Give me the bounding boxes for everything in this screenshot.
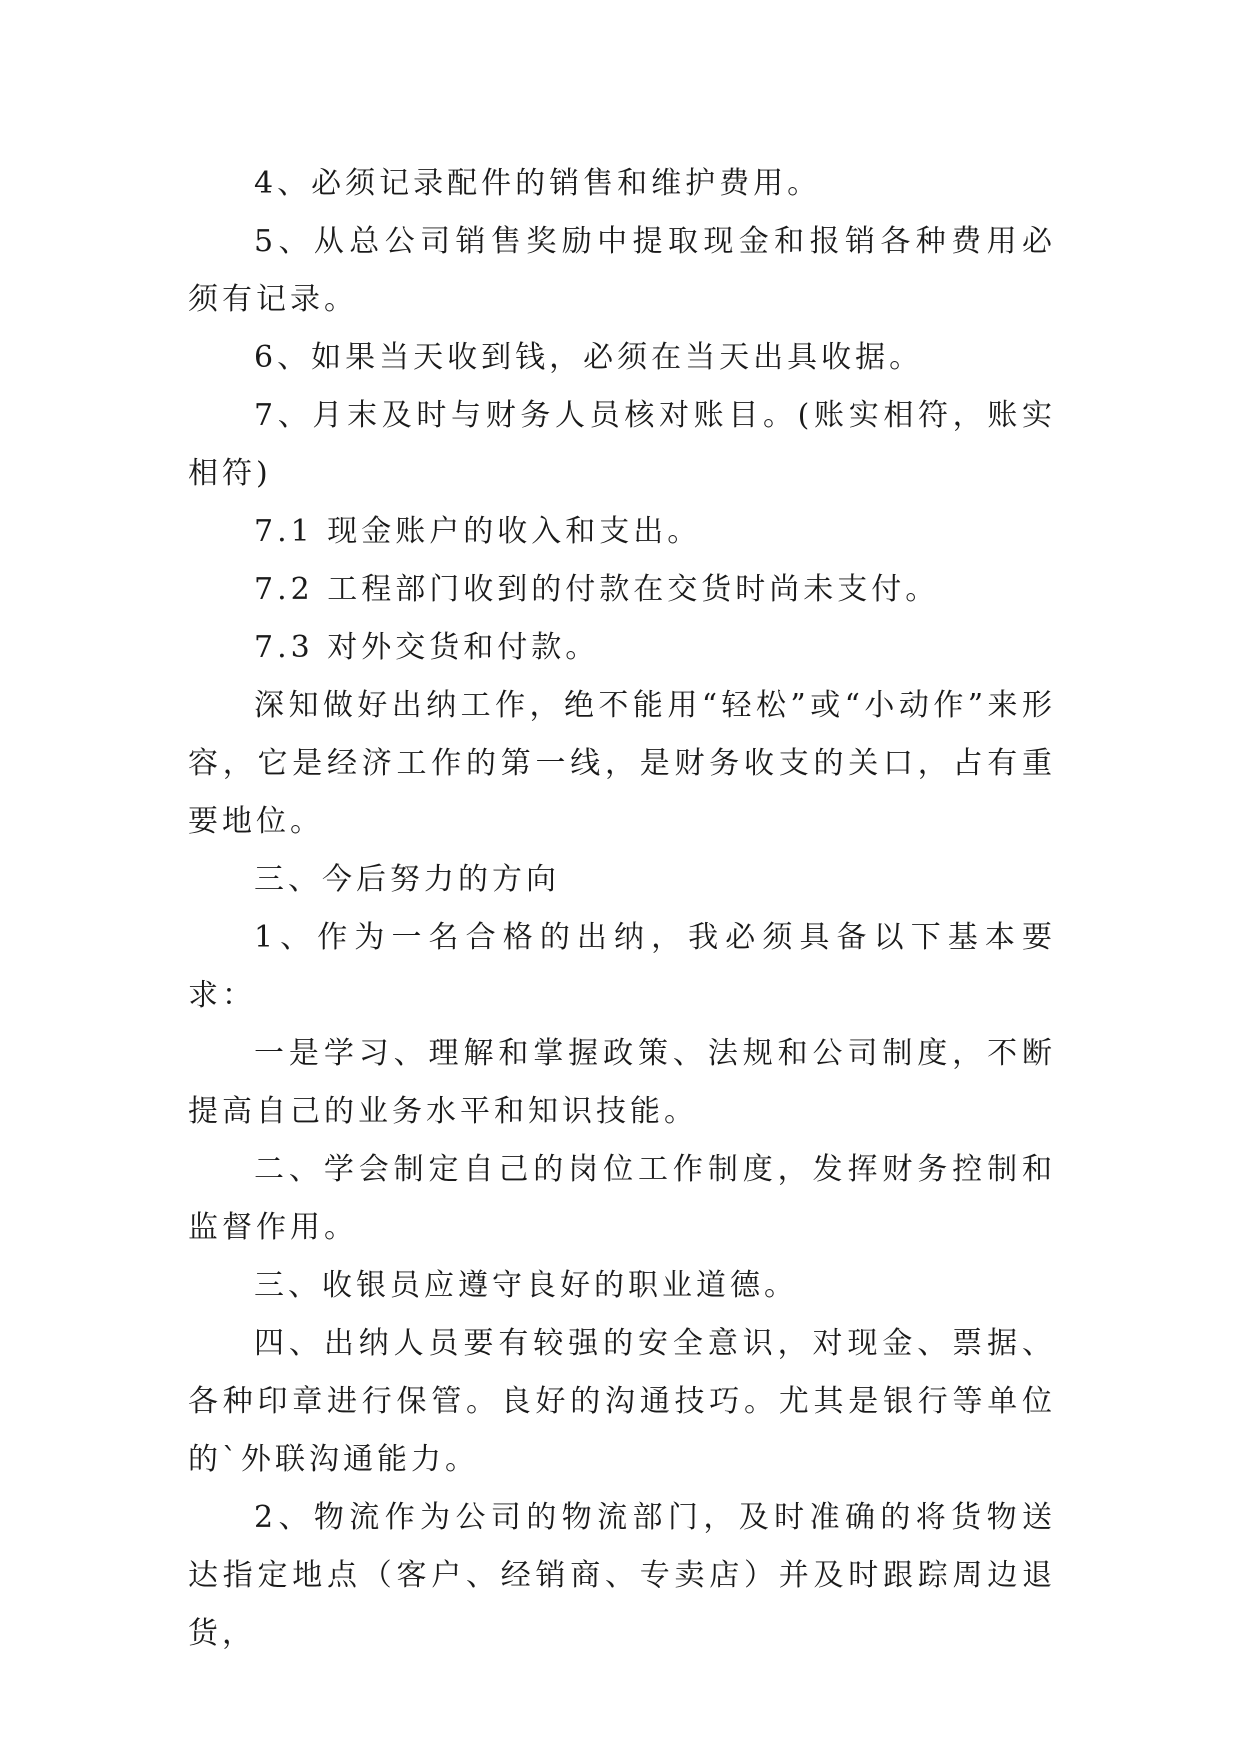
paragraph-item-7-1: 7.1 现金账户的收入和支出。 bbox=[254, 514, 702, 549]
paragraph-requirement-3: 三、收银员应遵守良好的职业道德。 bbox=[254, 1268, 798, 1303]
paragraph-requirement-1: 一是学习、理解和掌握政策、法规和公司制度，不断提高自己的业务水平和知识技能。 bbox=[188, 1036, 1056, 1129]
paragraph-requirement-2: 二、学会制定自己的岗位工作制度，发挥财务控制和监督作用。 bbox=[188, 1152, 1056, 1245]
paragraph-item-6: 6、如果当天收到钱，必须在当天出具收据。 bbox=[254, 340, 924, 375]
document-body bbox=[188, 155, 1056, 1663]
paragraph-item-7-3: 7.3 对外交货和付款。 bbox=[254, 630, 600, 665]
paragraph-logistics: 2、物流作为公司的物流部门，及时准确的将货物送达指定地点（客户、经销商、专卖店）并及时跟踪周边退货， bbox=[188, 1500, 1056, 1651]
paragraph-item-4: 4、必须记录配件的销售和维护费用。 bbox=[254, 166, 822, 201]
paragraph-requirement-4: 四、出纳人员要有较强的安全意识，对现金、票据、各种印章进行保管。良好的沟通技巧。尤其是银行等单位的`外联沟通能力。 bbox=[188, 1326, 1056, 1477]
paragraph-item-7: 7、月末及时与财务人员核对账目。(账实相符，账实相符) bbox=[188, 398, 1056, 491]
paragraph-item-5: 5、从总公司销售奖励中提取现金和报销各种费用必须有记录。 bbox=[188, 224, 1056, 317]
paragraph-requirements-intro: 1、作为一名合格的出纳，我必须具备以下基本要求： bbox=[188, 920, 1056, 1013]
section-heading-future-direction: 三、今后努力的方向 bbox=[254, 862, 560, 897]
paragraph-summary: 深知做好出纳工作，绝不能用“轻松”或“小动作”来形容，它是经济工作的第一线，是财务收支的关口，占有重要地位。 bbox=[188, 688, 1056, 839]
paragraph-item-7-2: 7.2 工程部门收到的付款在交货时尚未支付。 bbox=[254, 572, 940, 607]
